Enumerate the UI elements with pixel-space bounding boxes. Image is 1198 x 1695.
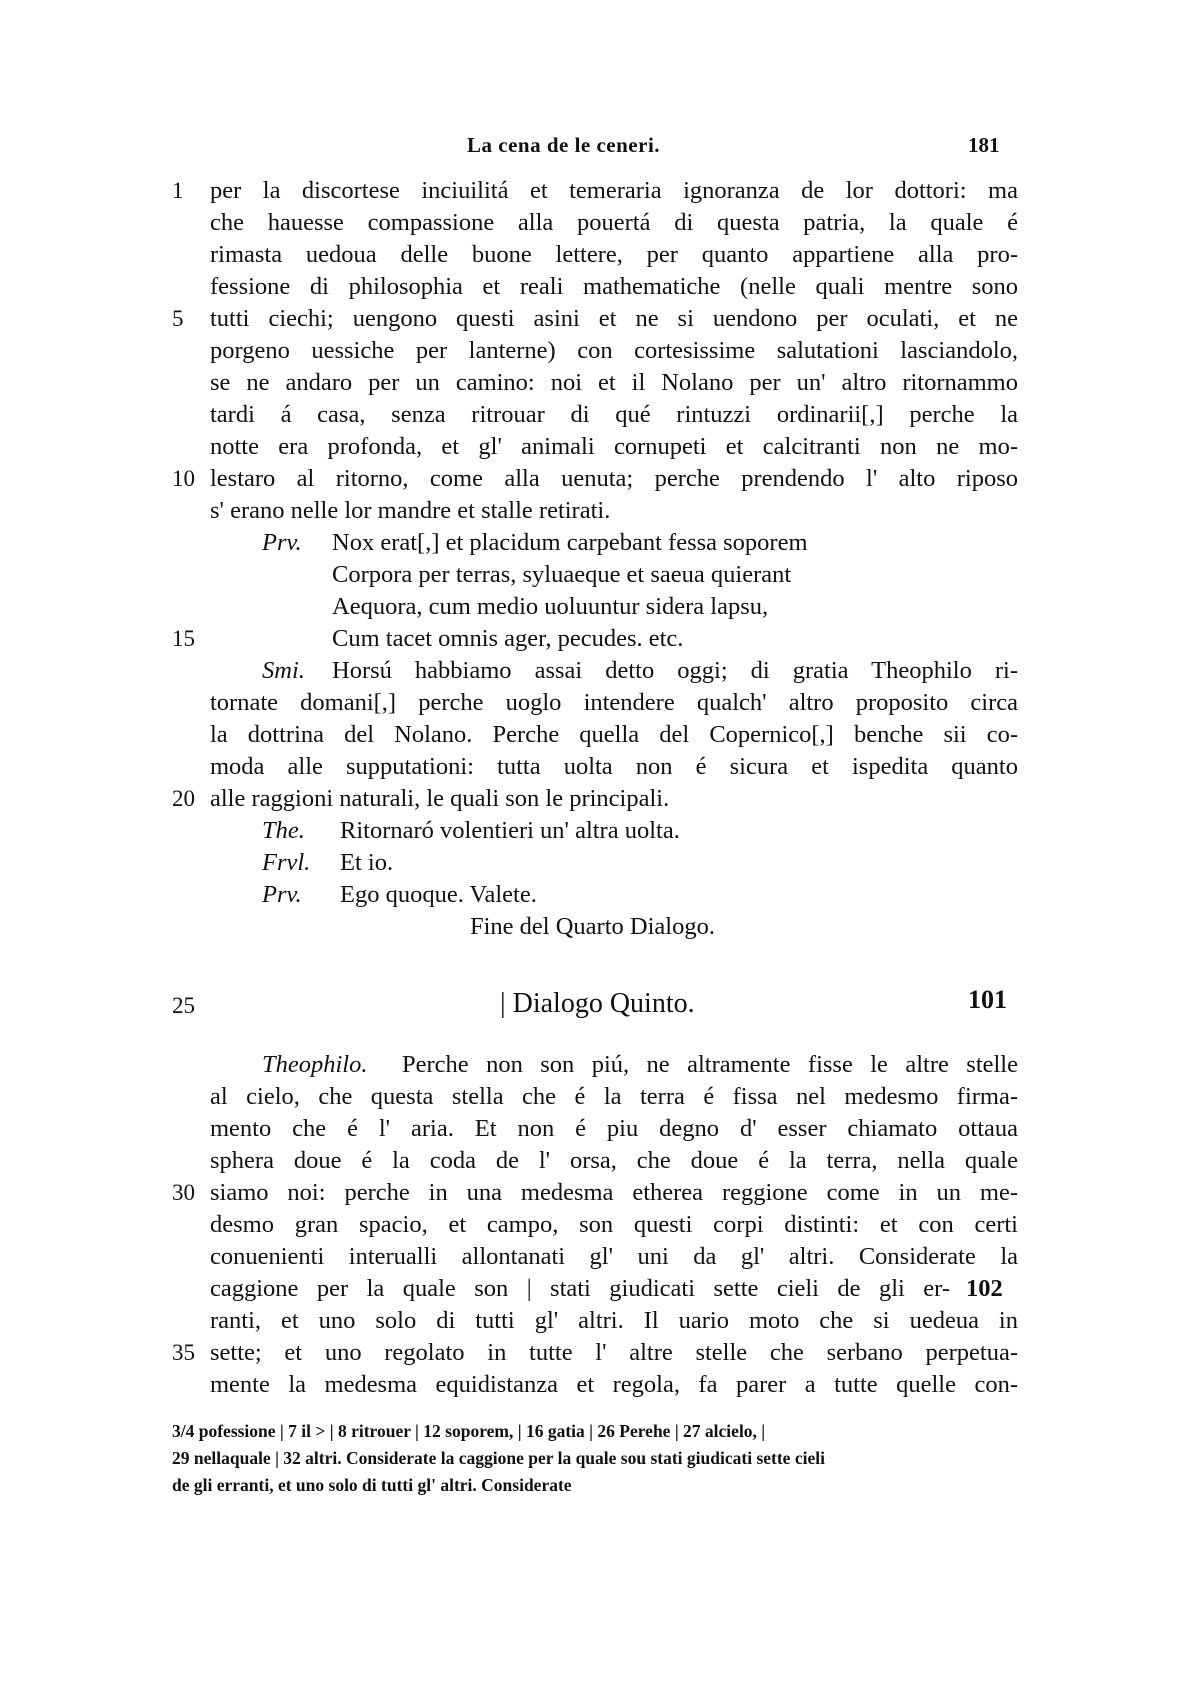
text-line: per la discortese inciuilitá et temeraria ignoranza de lor dottori: ma — [210, 177, 1018, 204]
line-number: 20 — [172, 786, 195, 811]
text-line: mente la medesma equidistanza et regola, fa parer a tutte quelle con- — [210, 1371, 1018, 1398]
text-line: che hauesse compassione alla pouertá di questa patria, la quale é — [210, 209, 1018, 236]
text-line: Perche non son piú, ne altramente fisse le altre stelle — [402, 1051, 1018, 1078]
speaker-label: Prv. — [262, 529, 302, 556]
text-line: se ne andaro per un camino: noi et il Nolano per un' altro ritornammo — [210, 369, 1018, 396]
text-line: sphera doue é la coda de l' orsa, che doue é la terra, nella quale — [210, 1147, 1018, 1174]
apparatus-line: 29 nellaquale | 32 altri. Considerate la caggione per la quale sou stati giudicati sette cieli — [172, 1448, 825, 1468]
verse-line: Corpora per terras, syluaeque et saeua quierant — [332, 561, 792, 588]
apparatus-line: 3/4 pofessione | 7 il > | 8 ritrouer | 12 soporem, | 16 gatia | 26 Perehe | 27 alcielo, | — [172, 1421, 766, 1441]
text-line: moda alle supputationi: tutta uolta non é sicura et ispedita quanto — [210, 753, 1018, 780]
text-line: ranti, et uno solo di tutti gl' altri. Il uario moto che si uedeua in — [210, 1307, 1018, 1334]
line-number: 10 — [172, 466, 195, 491]
exchange-text: Et io. — [340, 849, 394, 876]
speaker-label: Smi. — [262, 657, 305, 684]
text-line: Horsú habbiamo assai detto oggi; di gratia Theophilo ri- — [332, 657, 1018, 684]
text-line: lestaro al ritorno, come alla uenuta; perche prendendo l' alto riposo — [210, 465, 1018, 492]
text-line: s' erano nelle lor mandre et stalle retirati. — [210, 497, 611, 524]
text-line: fessione di philosophia et reali mathematiche (nelle quali mentre sono — [210, 273, 1018, 300]
text-line: caggione per la quale son | stati giudicati sette cieli de gli er- — [210, 1275, 950, 1302]
text-line: desmo gran spacio, et campo, son questi corpi distinti: et con certi — [210, 1211, 1018, 1238]
text-line: rimasta uedoua delle buone lettere, per quanto appartiene alla pro- — [210, 241, 1018, 268]
text-line: porgeno uessiche per lanterne) con cortesissime salutationi lasciandolo, — [210, 337, 1018, 364]
margin-page-reference: 102 — [966, 1275, 1003, 1302]
line-number: 1 — [172, 178, 184, 203]
line-number: 5 — [172, 306, 184, 331]
line-number: 35 — [172, 1340, 195, 1365]
line-number: 25 — [172, 993, 195, 1018]
exchange-text: Ritornaró volentieri un' altra uolta. — [340, 817, 680, 844]
section-heading: | Dialogo Quinto. — [500, 988, 695, 1019]
running-header — [0, 133, 1198, 173]
text-line: tardi á casa, senza ritrouar di qué rintuzzi ordinarii[,] perche la — [210, 401, 1018, 428]
running-title: La cena de le ceneri. — [467, 133, 661, 157]
text-line: conuenienti interualli allontanati gl' uni da gl' altri. Considerate la — [210, 1243, 1018, 1270]
dialogue-closing: Fine del Quarto Dialogo. — [470, 913, 715, 940]
verse-line: Aequora, cum medio uoluuntur sidera lapsu, — [332, 593, 769, 620]
speaker-label: Theophilo. — [262, 1051, 368, 1078]
apparatus-line: de gli erranti, et uno solo di tutti gl' altri. Considerate — [172, 1475, 572, 1495]
text-line: sette; et uno regolato in tutte l' altre stelle che serbano perpetua- — [210, 1339, 1018, 1366]
line-number: 15 — [172, 626, 195, 651]
text-line: tornate domani[,] perche uoglo intendere qualch' altro proposito circa — [210, 689, 1018, 716]
text-line: mento che é l' aria. Et non é piu degno d' esser chiamato ottaua — [210, 1115, 1018, 1142]
text-line: alle raggioni naturali, le quali son le principali. — [210, 785, 670, 812]
line-number: 30 — [172, 1180, 195, 1205]
exchange-text: Ego quoque. Valete. — [340, 881, 537, 908]
verse-line: Cum tacet omnis ager, pecudes. etc. — [332, 625, 684, 652]
original-page-reference: 101 — [968, 985, 1007, 1014]
text-line: al cielo, che questa stella che é la terra é fissa nel medesmo firma- — [210, 1083, 1018, 1110]
page-number: 181 — [968, 133, 1000, 157]
text-line: tutti ciechi; uengono questi asini et ne si uendono per oculati, et ne — [210, 305, 1018, 332]
text-line: siamo noi: perche in una medesma etherea reggione come in un me- — [210, 1179, 1018, 1206]
speaker-label: The. — [262, 817, 305, 844]
verse-line: Nox erat[,] et placidum carpebant fessa soporem — [332, 529, 808, 556]
text-line: la dottrina del Nolano. Perche quella del Copernico[,] benche sii co- — [210, 721, 1018, 748]
speaker-label: Prv. — [262, 881, 302, 908]
speaker-label: Frvl. — [262, 849, 311, 876]
text-line: notte era profonda, et gl' animali cornupeti et calcitranti non ne mo- — [210, 433, 1018, 460]
